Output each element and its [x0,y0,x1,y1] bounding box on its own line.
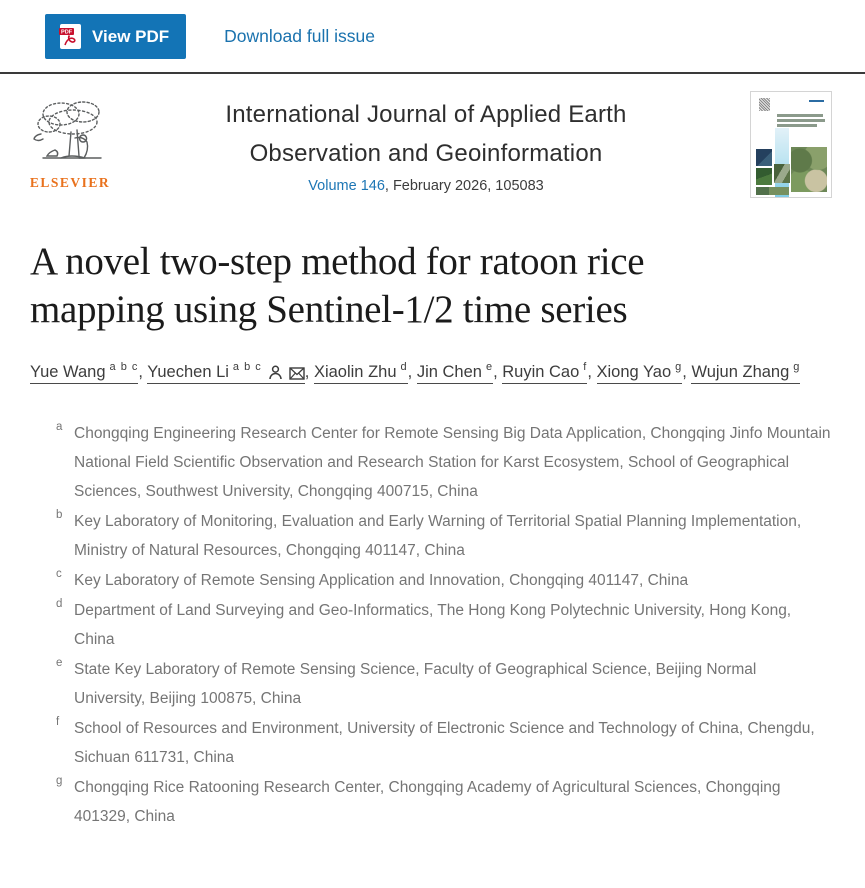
author-name: Jin Chen [416,363,482,381]
author-separator: , [682,363,692,381]
author-link[interactable] [691,363,800,384]
affiliation-text: Key Laboratory of Monitoring, Evaluation and Early Warning of Territorial Spatial Planning Implementation, Ministry of Natural Resources, Chongqing 401147, China [74,513,802,559]
journal-title[interactable] [128,95,724,173]
author-superscript: e [485,361,494,373]
affiliation-label: f [56,716,60,728]
affiliation-item [56,419,831,506]
affiliation-item [56,655,831,713]
issue-info: , February 2026, 105083 [384,178,544,194]
journal-header-center [112,95,750,194]
affiliation-label: b [56,509,63,521]
affiliation-item [56,714,831,772]
author-name: Xiong Yao [596,363,672,381]
journal-title-line2: Observation and Geoinformation [249,140,603,167]
topbar [0,0,865,72]
cover-title-line [777,119,825,122]
article-title [30,238,835,334]
author-name: Yuechen Li [147,363,229,381]
journal-cover-thumbnail[interactable] [750,91,832,198]
affiliation-text: Key Laboratory of Remote Sensing Application and Innovation, Chongqing 401147, China [74,572,689,589]
author-separator: , [587,363,597,381]
cover-logo-mark [759,98,770,111]
affiliation-label: g [56,775,63,787]
affiliation-label: d [56,598,63,610]
cover-header-text [809,100,824,102]
pdf-file-icon [59,23,82,50]
cover-map-image [791,147,827,192]
author-name: Wujun Zhang [691,363,790,381]
author-separator: , [138,363,148,381]
elsevier-wordmark: ELSEVIER [29,175,111,190]
elsevier-tree-icon [31,98,109,174]
affiliation-item [56,566,831,595]
elsevier-logo [28,98,112,191]
author-superscript: g [793,361,801,373]
download-full-issue-link[interactable]: Download full issue [224,26,375,46]
cover-title-line [777,114,823,117]
affiliation-text: Chongqing Rice Ratooning Research Center, Chongqing Academy of Agricultural Sciences, Chongqing 401329, China [74,779,781,825]
cover-thumb-image [774,164,790,183]
author-name: Yue Wang [30,363,106,381]
cover-thumb-image [756,168,772,185]
author-superscript: a b c [232,361,262,373]
author-link[interactable] [502,363,587,384]
volume-line [128,178,724,194]
volume-link[interactable]: Volume 146 [308,178,385,194]
journal-banner [0,74,865,210]
affiliation-text: Chongqing Engineering Research Center for Remote Sensing Big Data Application, Chongqing Jinfo Mountain National Field Scientific Observation and Research Station for Karst Ecosystem, School of Geographical Sciences, Southwest University, Chongqing 400715, China [74,425,831,500]
corresponding-author-icons [262,363,305,381]
author-link[interactable] [147,363,305,384]
authors-line [30,356,835,391]
person-icon [268,365,283,380]
affiliations-list [56,419,831,831]
affiliation-label: e [56,657,63,669]
author-name: Ruyin Cao [502,363,580,381]
svg-text:PDF: PDF [61,29,73,36]
view-pdf-button[interactable] [45,14,186,59]
author-separator: , [304,363,314,381]
affiliation-label: a [56,421,63,433]
affiliation-text: State Key Laboratory of Remote Sensing Science, Faculty of Geographical Science, Beijing Normal University, Beijing 100875, China [74,661,757,707]
author-link[interactable] [30,363,138,384]
affiliation-item [56,596,831,654]
affiliation-label: c [56,568,62,580]
cover-thumb-image [756,187,789,195]
affiliation-text: Department of Land Surveying and Geo-Informatics, The Hong Kong Polytechnic University, Hong Kong, China [74,602,792,648]
author-separator: , [493,363,503,381]
cover-title-line [777,124,817,127]
author-link[interactable] [417,363,493,384]
affiliation-item [56,773,831,831]
author-link[interactable] [597,363,683,384]
affiliation-text: School of Resources and Environment, University of Electronic Science and Technology of China, Chengdu, Sichuan 611731, China [74,720,815,766]
article-title-line2: mapping using Sentinel-1/2 time series [30,288,628,331]
journal-title-line1: International Journal of Applied Earth [225,101,627,128]
author-superscript: g [675,361,683,373]
author-superscript: a b c [109,361,139,373]
view-pdf-label: View PDF [92,26,170,46]
article-title-line1: A novel two-step method for ratoon rice [30,240,645,283]
envelope-icon [289,367,305,380]
author-name: Xiaolin Zhu [313,363,397,381]
author-link[interactable] [314,363,408,384]
cover-thumb-image [756,149,772,166]
author-superscript: f [583,361,588,373]
author-superscript: d [400,361,408,373]
affiliation-item [56,507,831,565]
author-separator: , [407,363,417,381]
